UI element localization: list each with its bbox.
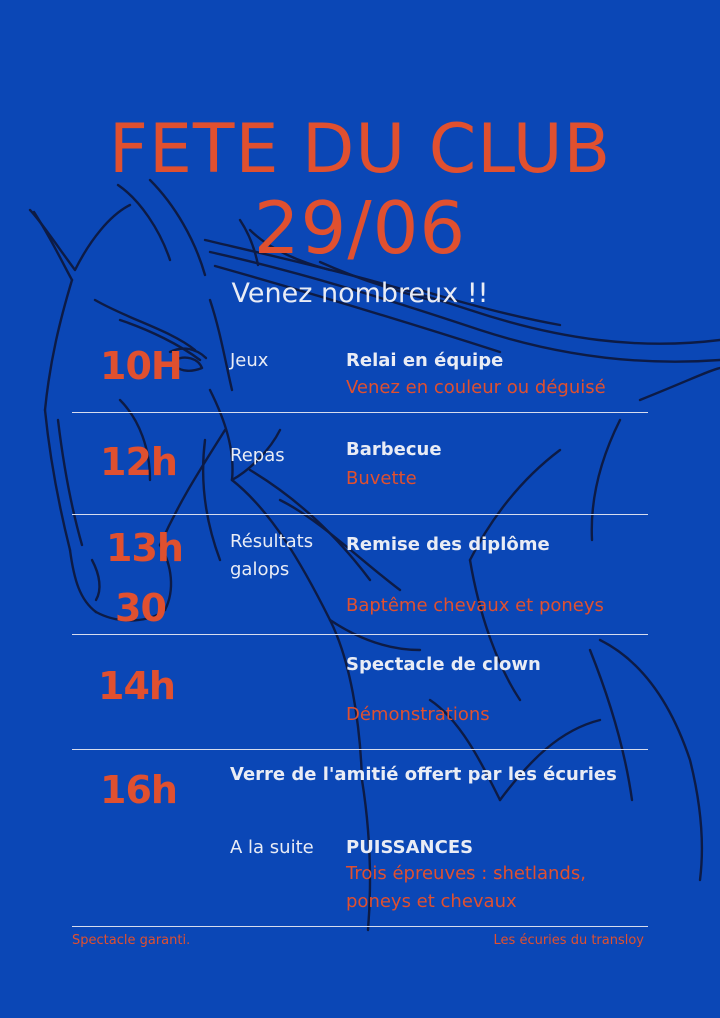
- detail-demonstrations: Démonstrations: [346, 704, 490, 725]
- event-date: 29/06: [253, 186, 467, 270]
- time-12h: 12h: [100, 440, 177, 484]
- category-galops: galops: [230, 559, 290, 580]
- event-remise-diplome: Remise des diplôme: [346, 534, 550, 555]
- time-30: 30: [115, 586, 166, 630]
- detail-bapteme: Baptême chevaux et poneys: [346, 595, 604, 616]
- detail-costume: Venez en couleur ou déguisé: [346, 377, 606, 398]
- time-16h: 16h: [100, 768, 177, 812]
- category-a-la-suite: A la suite: [230, 837, 314, 858]
- time-13h: 13h: [106, 526, 183, 570]
- event-puissances: PUISSANCES: [346, 837, 474, 858]
- category-jeux: Jeux: [230, 350, 269, 371]
- divider: [72, 412, 648, 413]
- category-resultats: Résultats: [230, 531, 314, 552]
- detail-epreuves-1: Trois épreuves : shetlands,: [346, 863, 586, 884]
- category-repas: Repas: [230, 445, 285, 466]
- poster-title: FETE DU CLUB: [108, 110, 612, 189]
- divider: [72, 926, 648, 927]
- divider: [72, 749, 648, 750]
- event-relai: Relai en équipe: [346, 350, 504, 371]
- divider: [72, 514, 648, 515]
- event-verre-amitie: Verre de l'amitié offert par les écuries: [230, 764, 617, 785]
- event-barbecue: Barbecue: [346, 439, 442, 460]
- footer-left: Spectacle garanti.: [72, 933, 191, 948]
- detail-buvette: Buvette: [346, 468, 417, 489]
- time-14h: 14h: [98, 664, 175, 708]
- detail-epreuves-2: poneys et chevaux: [346, 891, 517, 912]
- subtitle: Venez nombreux !!: [231, 278, 489, 309]
- event-spectacle-clown: Spectacle de clown: [346, 654, 541, 675]
- footer-right: Les écuries du transloy: [493, 933, 644, 948]
- time-10h: 10H: [100, 344, 182, 388]
- divider: [72, 634, 648, 635]
